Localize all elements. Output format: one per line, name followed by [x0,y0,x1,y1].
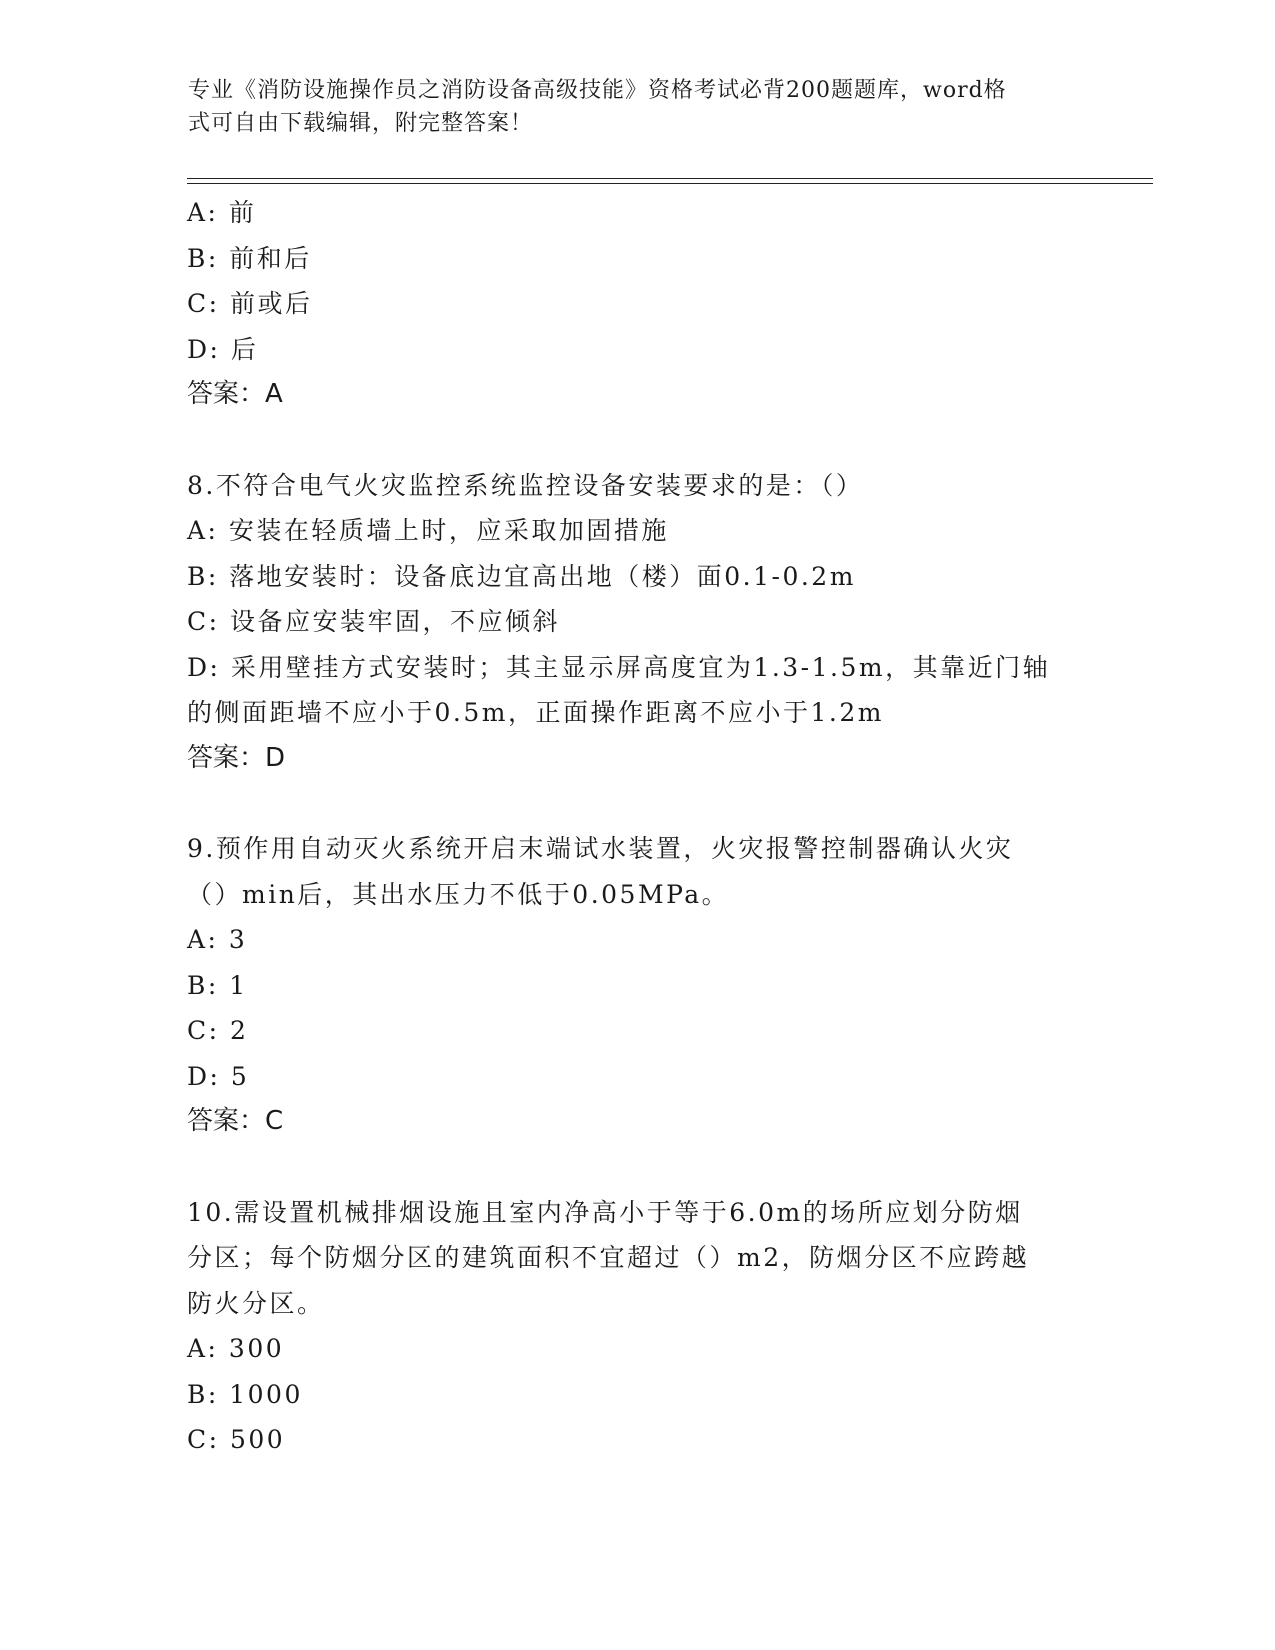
option-b: B: 1 [187,970,248,1000]
question-8 [187,463,1087,782]
option-d-line-1: D: 采用壁挂方式安装时；其主显示屏高度宜为1.3-1.5m，其靠近门轴 [187,652,1051,682]
question-text-line-3: 防火分区。 [187,1288,325,1318]
spacer [187,418,1087,463]
question-text-line-2: （）min后，其出水压力不低于0.05MPa。 [187,879,730,909]
question-text: 8.不符合电气火灾监控系统监控设备安装要求的是：（） [187,470,864,500]
question-list [187,190,1087,1463]
option-c: C: 2 [187,1016,249,1045]
option-a: A: 3 [187,925,248,954]
option-d: D: 5 [187,1061,250,1091]
header-line-2: 式可自由下载编辑，附完整答案！ [188,111,534,136]
question-text-line-2: 分区；每个防烟分区的建筑面积不宜超过（）m2，防烟分区不应跨越 [187,1243,1030,1272]
answer: 答案：A [187,379,283,409]
question-9 [187,826,1087,1145]
option-b: B: 落地安装时：设备底边宜高出地（楼）面0.1-0.2m [187,561,856,591]
answer: 答案：D [187,742,286,773]
option-c: C: 前或后 [187,289,313,318]
option-d-line-2: 的侧面距墙不应小于0.5m，正面操作距离不应小于1.2m [187,698,884,727]
header-divider [187,178,1153,184]
question-text-line-1: 9.预作用自动灭火系统开启末端试水装置，火灾报警控制器确认火灾 [187,834,1014,863]
question-10 [187,1190,1087,1463]
option-b: B: 前和后 [187,243,312,273]
option-b: B: 1000 [187,1379,303,1409]
option-c: C: 500 [187,1425,286,1454]
option-c: C: 设备应安装牢固，不应倾斜 [187,607,560,636]
option-a: A: 安装在轻质墙上时，应采取加固措施 [187,516,669,545]
spacer [187,781,1087,826]
question-7 [187,190,1087,418]
question-text-line-1: 10.需设置机械排烟设施且室内净高小于等于6.0m的场所应划分防烟 [187,1197,1023,1227]
option-a: A: 前 [187,198,257,227]
option-a: A: 300 [187,1334,285,1363]
option-d: D: 后 [187,334,259,364]
document-header [188,74,1068,140]
spacer [187,1145,1087,1190]
header-line-1: 专业《消防设施操作员之消防设备高级技能》资格考试必背200题题库，word格 [188,78,1007,103]
answer: 答案：C [187,1106,284,1136]
